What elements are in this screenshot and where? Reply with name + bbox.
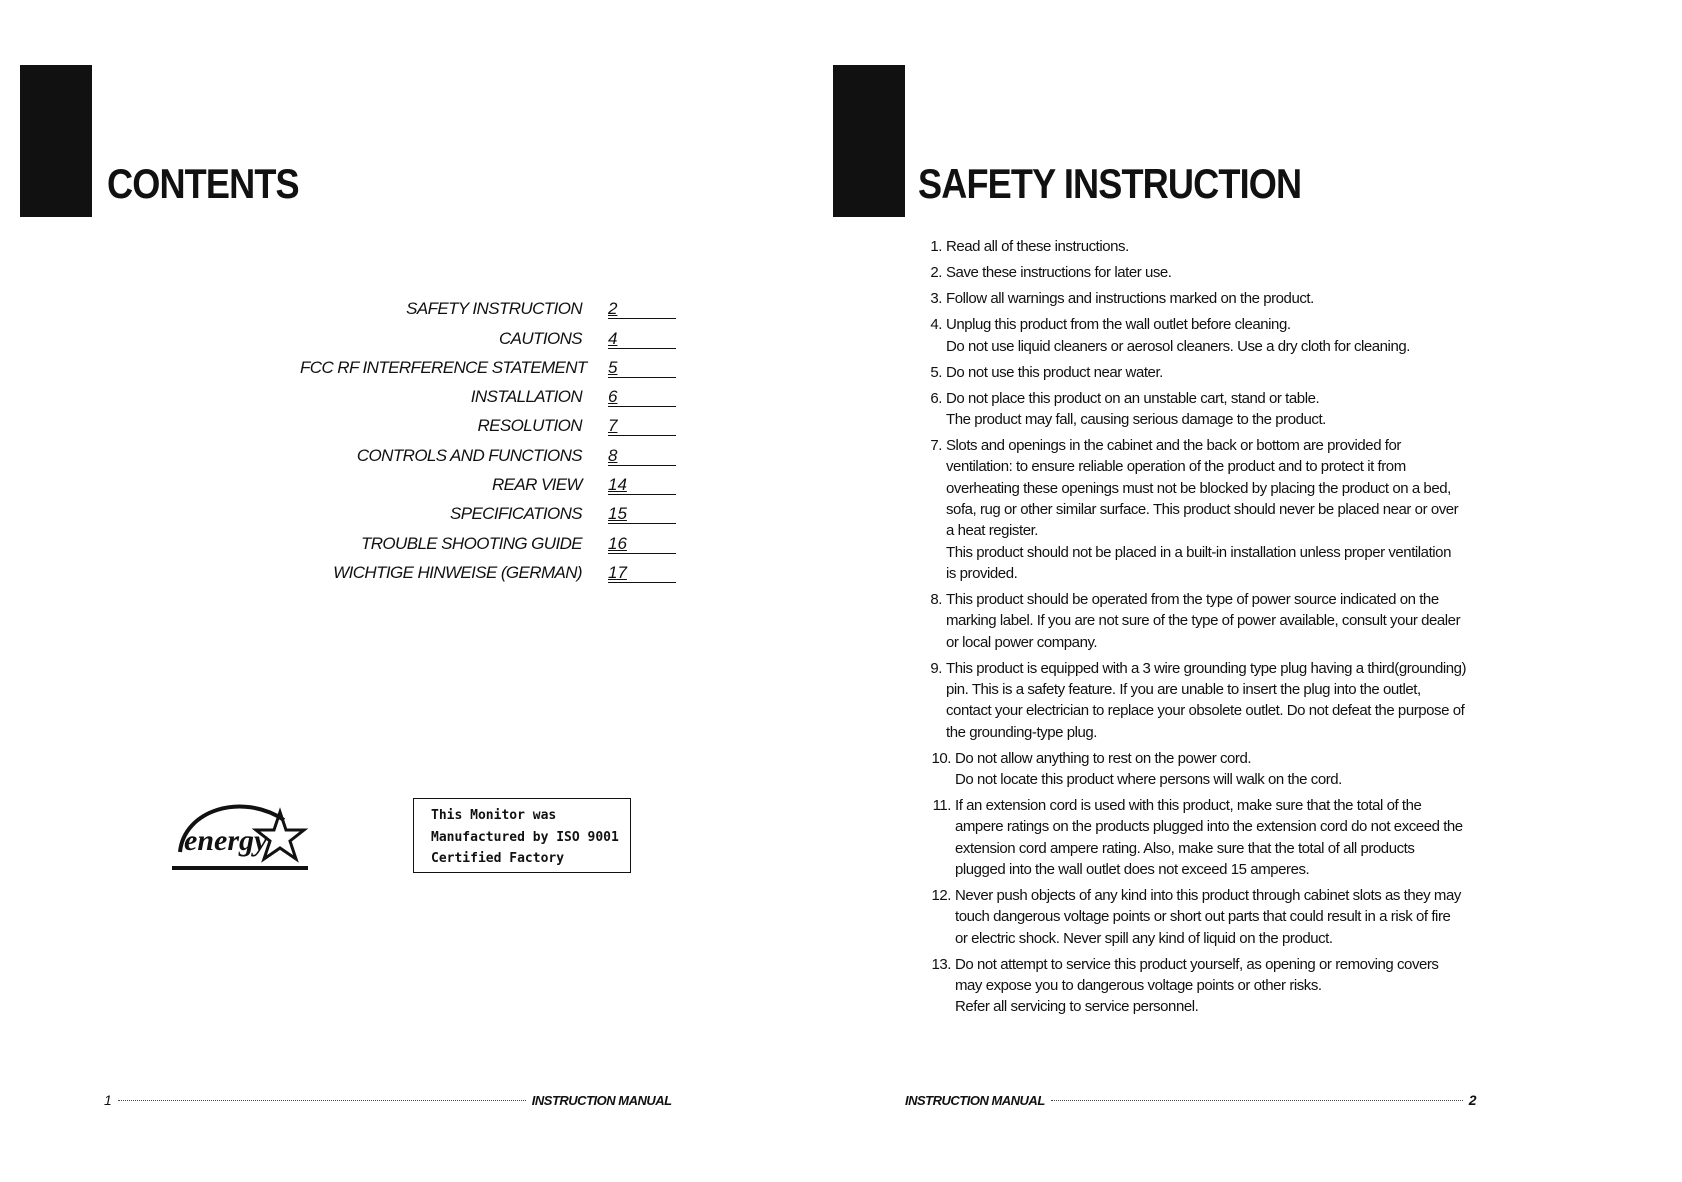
- toc-page-number: 7: [608, 417, 676, 436]
- table-of-contents: [300, 290, 680, 583]
- safety-item-line: If an extension cord is used with this product, make sure that the total of the: [955, 797, 1422, 815]
- safety-item-line: may expose you to dangerous voltage points or other risks.: [955, 977, 1322, 995]
- safety-item-line: or local power company.: [946, 633, 1098, 651]
- safety-item-line: Refer all servicing to service personnel.: [955, 998, 1199, 1016]
- safety-item: [918, 954, 1478, 1018]
- safety-item-line: is provided.: [946, 564, 1018, 582]
- safety-item-number: 4.: [930, 316, 942, 334]
- page-number: 2: [1468, 1092, 1477, 1108]
- safety-item-line: pin. This is a safety feature. If you are unable to insert the plug into the outlet,: [946, 681, 1421, 699]
- toc-row[interactable]: [300, 436, 680, 465]
- iso-certification-box: [413, 798, 631, 873]
- toc-page-number: 16: [608, 535, 676, 554]
- energy-star-logo: [172, 790, 312, 878]
- safety-item-line: Slots and openings in the cabinet and the back or bottom are provided for: [946, 437, 1401, 455]
- iso-line: Manufactured by ISO 9001: [431, 829, 619, 845]
- safety-item-line: Save these instructions for later use.: [946, 264, 1172, 282]
- safety-item-line: Follow all warnings and instructions marked on the product.: [946, 290, 1314, 308]
- contents-heading: CONTENTS: [107, 160, 299, 207]
- safety-item-number: 10.: [931, 749, 951, 767]
- safety-item: [918, 658, 1478, 743]
- safety-item-text: [946, 589, 1478, 653]
- safety-item-line: sofa, rug or other similar surface. This product should never be placed near or over: [946, 501, 1459, 519]
- safety-item-text: [946, 262, 1478, 283]
- safety-item-line: overheating these openings must not be blocked by placing the product on a bed,: [946, 479, 1451, 497]
- safety-item-text: [955, 885, 1478, 949]
- toc-page-number: 5: [608, 359, 676, 378]
- contents-heading-block: [20, 65, 92, 217]
- safety-item-number: 2.: [930, 264, 942, 282]
- safety-item-line: Do not use liquid cleaners or aerosol cleaners. Use a dry cloth for cleaning.: [946, 337, 1410, 355]
- safety-item-line: Do not locate this product where persons will walk on the cord.: [955, 771, 1342, 788]
- safety-item-line: The product may fall, causing serious damage to the product.: [946, 411, 1326, 429]
- safety-item-line: Do not use this product near water.: [946, 363, 1163, 381]
- safety-item: [918, 314, 1478, 357]
- safety-item-line: Do not place this product on an unstable cart, stand or table.: [946, 389, 1320, 407]
- iso-line: This Monitor was: [431, 808, 557, 823]
- toc-page-number: 15: [608, 505, 676, 524]
- safety-heading-block: [833, 65, 905, 217]
- toc-title: RESOLUTION: [477, 416, 582, 436]
- footer-dotted-leader: [1051, 1100, 1463, 1101]
- toc-page-number: 14: [608, 476, 676, 495]
- right-page-footer: [905, 1092, 1477, 1108]
- safety-item-number: 5.: [930, 363, 942, 381]
- safety-item-number: 11.: [932, 797, 951, 815]
- toc-row[interactable]: [300, 554, 680, 583]
- toc-page-number: 17: [608, 564, 676, 583]
- safety-instruction-list: [918, 236, 1478, 1022]
- safety-item-line: Never push objects of any kind into this product through cabinet slots as they may: [955, 887, 1461, 905]
- toc-title: CAUTIONS: [498, 328, 582, 348]
- safety-item-text: [946, 658, 1478, 743]
- safety-item-line: the grounding-type plug.: [946, 723, 1097, 741]
- toc-row[interactable]: [300, 349, 680, 378]
- safety-item-text: [946, 314, 1478, 357]
- page-number: 1: [104, 1092, 112, 1108]
- safety-item: [918, 748, 1478, 791]
- toc-page-number: 2: [608, 300, 676, 319]
- safety-item-number: 3.: [930, 290, 942, 308]
- safety-item: [918, 589, 1478, 653]
- safety-item-line: This product is equipped with a 3 wire grounding type plug having a third(grounding): [946, 659, 1467, 677]
- safety-item: [918, 388, 1478, 431]
- safety-item-line: touch dangerous voltage points or short out parts that could result in a risk of fire: [955, 908, 1451, 926]
- toc-title: SPECIFICATIONS: [449, 504, 582, 524]
- safety-item-number: 7.: [930, 437, 942, 455]
- safety-item-text: [955, 748, 1478, 791]
- safety-item-line: This product should be operated from the type of power source indicated on the: [946, 591, 1439, 609]
- safety-item-line: Unplug this product from the wall outlet before cleaning.: [946, 316, 1291, 334]
- safety-item-text: [946, 435, 1478, 584]
- safety-item-line: ampere ratings on the products plugged into the extension cord do not exceed the: [955, 818, 1463, 836]
- footer-label: INSTRUCTION MANUAL: [531, 1092, 672, 1108]
- safety-item-line: a heat register.: [946, 522, 1039, 540]
- toc-row[interactable]: [300, 378, 680, 407]
- toc-title: SAFETY INSTRUCTION: [406, 299, 582, 319]
- safety-item: [918, 362, 1478, 383]
- safety-item-line: contact your electrician to replace your obsolete outlet. Do not defeat the purpose of: [946, 702, 1465, 720]
- safety-item: [918, 885, 1478, 949]
- toc-row[interactable]: [300, 466, 680, 495]
- footer-dotted-leader: [118, 1100, 526, 1101]
- safety-item-number: 12.: [931, 887, 951, 905]
- toc-page-number: 8: [608, 447, 676, 466]
- safety-item-line: ventilation: to ensure reliable operation of the product and to protect it from: [946, 458, 1406, 476]
- safety-item-line: marking label. If you are not sure of the type of power available, consult your dealer: [946, 612, 1461, 630]
- safety-item-line: plugged into the wall outlet does not exceed 15 amperes.: [955, 860, 1310, 878]
- safety-item-text: [955, 954, 1478, 1018]
- toc-title: FCC RF INTERFERENCE STATEMENT: [300, 357, 587, 377]
- safety-item: [918, 288, 1478, 309]
- safety-item: [918, 795, 1478, 880]
- toc-page-number: 6: [608, 388, 676, 407]
- safety-item-line: This product should not be placed in a built-in installation unless proper ventilation: [946, 543, 1451, 561]
- safety-item-text: [946, 236, 1478, 257]
- toc-title: REAR VIEW: [491, 475, 582, 495]
- toc-title: TROUBLE SHOOTING GUIDE: [360, 533, 582, 553]
- toc-title: INSTALLATION: [470, 387, 582, 407]
- safety-item-number: 6.: [930, 389, 942, 407]
- safety-item-text: [946, 288, 1478, 309]
- toc-row[interactable]: [300, 495, 680, 524]
- safety-item-text: [955, 795, 1478, 880]
- safety-item-line: Do not allow anything to rest on the power cord.: [955, 749, 1252, 767]
- toc-title: CONTROLS AND FUNCTIONS: [356, 445, 582, 465]
- toc-row[interactable]: [300, 407, 680, 436]
- toc-page-number: 4: [608, 330, 676, 349]
- toc-row[interactable]: [300, 524, 680, 553]
- safety-item: [918, 236, 1478, 257]
- safety-item-line: Read all of these instructions.: [946, 238, 1129, 255]
- safety-item-number: 1.: [930, 238, 942, 255]
- safety-item-text: [946, 362, 1478, 383]
- safety-item-text: [946, 388, 1478, 431]
- footer-label: INSTRUCTION MANUAL: [905, 1092, 1045, 1108]
- safety-heading: SAFETY INSTRUCTION: [918, 160, 1302, 207]
- safety-item: [918, 435, 1478, 584]
- toc-row[interactable]: [300, 290, 680, 319]
- safety-item-line: Do not attempt to service this product yourself, as opening or removing covers: [955, 955, 1439, 973]
- safety-item: [918, 262, 1478, 283]
- safety-item-line: or electric shock. Never spill any kind of liquid on the product.: [955, 929, 1333, 947]
- energy-logo-text: energy: [184, 824, 268, 857]
- safety-item-number: 13.: [931, 955, 951, 973]
- toc-title: WICHTIGE HINWEISE (GERMAN): [333, 562, 582, 582]
- iso-line: Certified Factory: [431, 851, 565, 866]
- left-page-footer: [104, 1092, 672, 1108]
- safety-item-line: extension cord ampere rating. Also, make sure that the total of all products: [955, 839, 1415, 857]
- toc-row[interactable]: [300, 319, 680, 348]
- safety-item-number: 9.: [930, 659, 942, 677]
- safety-item-number: 8.: [930, 591, 942, 609]
